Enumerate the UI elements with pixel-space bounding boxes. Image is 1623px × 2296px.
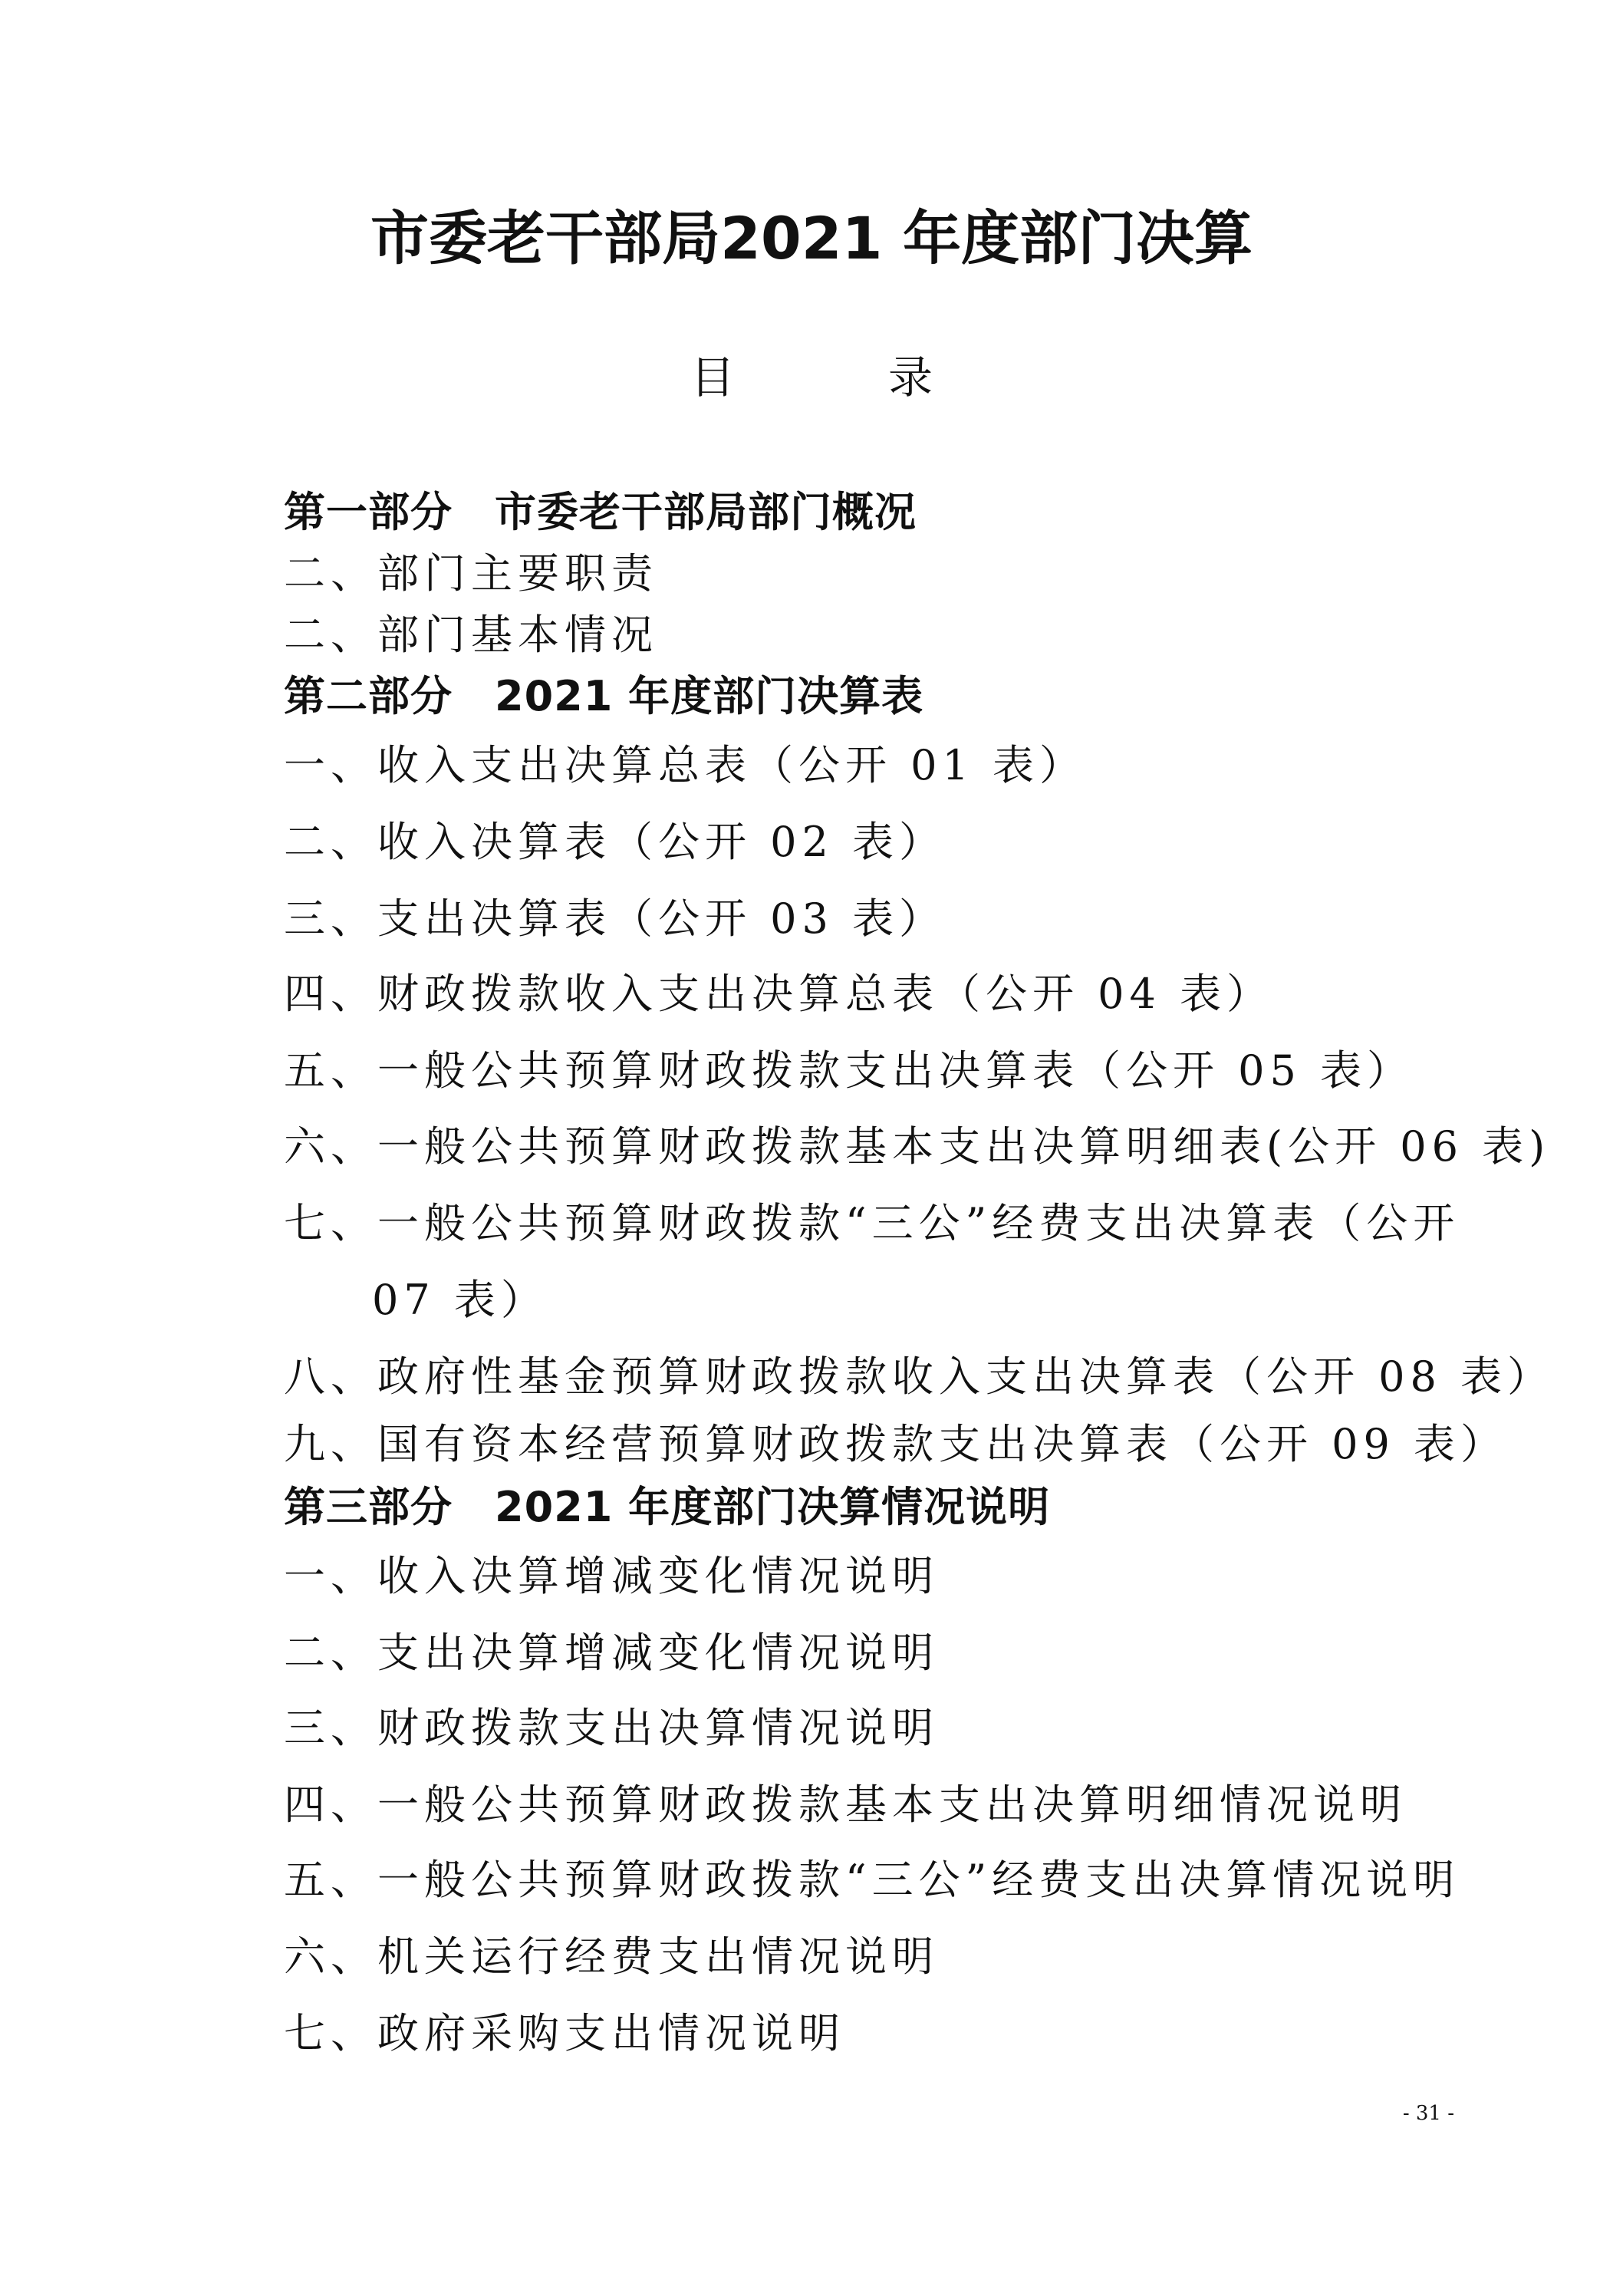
toc-entry: 三、财政拨款支出决算情况说明 <box>284 1704 939 1752</box>
toc-entry: 五、一般公共预算财政拨款支出决算表（公开 05 表） <box>284 1046 1414 1095</box>
toc-entry: 二、部门主要职责 <box>284 549 658 598</box>
toc-heading <box>0 341 1623 406</box>
toc-entry: 七、一般公共预算财政拨款“三公”经费支出决算表（公开 <box>284 1199 1460 1247</box>
toc-entry: 二、支出决算增减变化情况说明 <box>284 1629 939 1677</box>
page-number: - 31 - <box>1402 2102 1454 2125</box>
toc-entry: 六、一般公共预算财政拨款基本支出决算明细表(公开 06 表) <box>284 1122 1551 1171</box>
toc-entry: 四、一般公共预算财政拨款基本支出决算明细情况说明 <box>284 1780 1407 1829</box>
toc-entry: 一、收入支出决算总表（公开 01 表） <box>284 741 1087 789</box>
toc-part-heading: 第三部分 2021 年度部门决算情况说明 <box>284 1483 1051 1531</box>
toc-entry: 一、收入决算增减变化情况说明 <box>284 1552 939 1600</box>
toc-entry: 二、部门基本情况 <box>284 611 658 659</box>
document-title: 市委老干部局2021 年度部门决算 <box>370 204 1253 272</box>
toc-entry: 六、机关运行经费支出情况说明 <box>284 1932 939 1981</box>
toc-entry: 八、政府性基金预算财政拨款收入支出决算表（公开 08 表） <box>284 1352 1555 1401</box>
toc-entry: 07 表） <box>372 1276 548 1324</box>
toc-entry: 七、政府采购支出情况说明 <box>284 2009 845 2057</box>
toc-entry: 九、国有资本经营预算财政拨款支出决算表（公开 09 表） <box>284 1420 1508 1468</box>
toc-entry: 五、一般公共预算财政拨款“三公”经费支出决算情况说明 <box>284 1856 1460 1904</box>
toc-entry: 三、支出决算表（公开 03 表） <box>284 894 946 943</box>
toc-entry: 四、财政拨款收入支出决算总表（公开 04 表） <box>284 970 1274 1018</box>
toc-heading-char-2: 录 <box>888 351 933 404</box>
toc-heading-char-1: 目 <box>690 351 735 404</box>
toc-part-heading: 第一部分 市委老干部局部门概况 <box>284 488 917 536</box>
toc-part-heading: 第二部分 2021 年度部门决算表 <box>284 672 924 720</box>
toc-entry: 二、收入决算表（公开 02 表） <box>284 818 946 866</box>
